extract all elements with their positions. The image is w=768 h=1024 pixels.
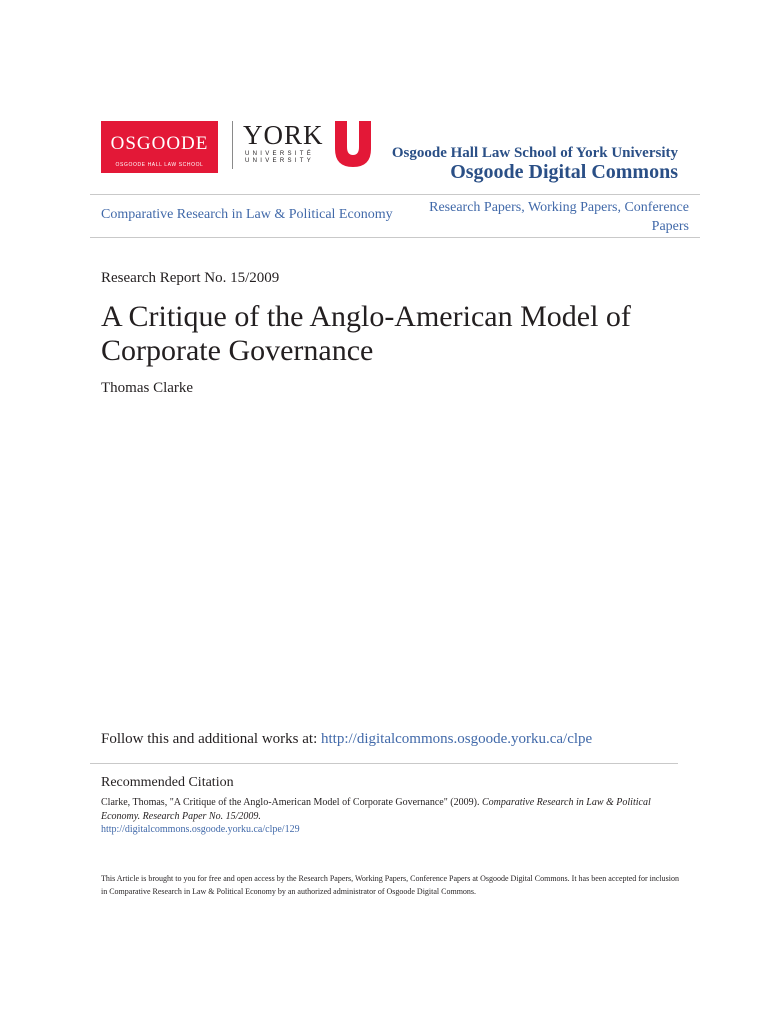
series-link[interactable]: Comparative Research in Law & Political Economy — [101, 207, 393, 222]
york-university-logo — [243, 121, 378, 169]
york-logo-subtitle — [245, 151, 314, 165]
author-name: Thomas Clarke — [101, 380, 194, 396]
osgoode-logo-subtitle: OSGOODE HALL LAW SCHOOL — [115, 162, 204, 168]
york-logo-word: YORK — [243, 120, 324, 150]
osgoode-logo — [101, 121, 218, 173]
citation-text-plain: Clarke, Thomas, "A Critique of the Anglo-American Model of Corporate Governance" (2009). — [101, 797, 482, 808]
series-divider — [90, 237, 700, 238]
citation-text — [101, 796, 681, 824]
follow-line — [101, 731, 592, 748]
citation-text-italic: Comparative Research in Law & Political Economy. Research Paper No. 15/2009. — [101, 797, 651, 822]
follow-url-link[interactable]: http://digitalcommons.osgoode.yorku.ca/clpe — [320, 731, 593, 747]
repository-name-link[interactable]: Osgoode Digital Commons — [450, 161, 678, 183]
header-divider — [90, 194, 700, 195]
follow-divider — [90, 763, 678, 764]
osgoode-logo-word: OSGOODE — [110, 133, 209, 154]
article-title: A Critique of the Anglo-American Model of Corporate Governance — [101, 300, 631, 367]
citation-heading: Recommended Citation — [101, 775, 234, 790]
access-note: This Article is brought to you for free and open access by the Research Papers, Working Papers, Conference Papers at Osgoode Digital Commons. It has been accepted for inclusion in Comparative Research in Law & Political Economy by an authorized administrator of Osgoode Digital Commons. — [101, 874, 679, 896]
york-logo-subtitle-en: UNIVERSITY — [245, 158, 315, 164]
report-number: Research Report No. 15/2009 — [101, 270, 280, 286]
logo-divider — [232, 121, 233, 169]
school-name-link[interactable]: Osgoode Hall Law School of York University — [391, 145, 678, 161]
york-u-icon — [333, 121, 373, 167]
york-logo-subtitle-fr: UNIVERSITÉ — [245, 151, 315, 157]
follow-label: Follow this and additional works at: — [101, 731, 321, 747]
collection-link[interactable]: Research Papers, Working Papers, Conference Papers — [429, 200, 689, 234]
citation-url-link[interactable]: http://digitalcommons.osgoode.yorku.ca/clpe/129 — [101, 824, 300, 835]
